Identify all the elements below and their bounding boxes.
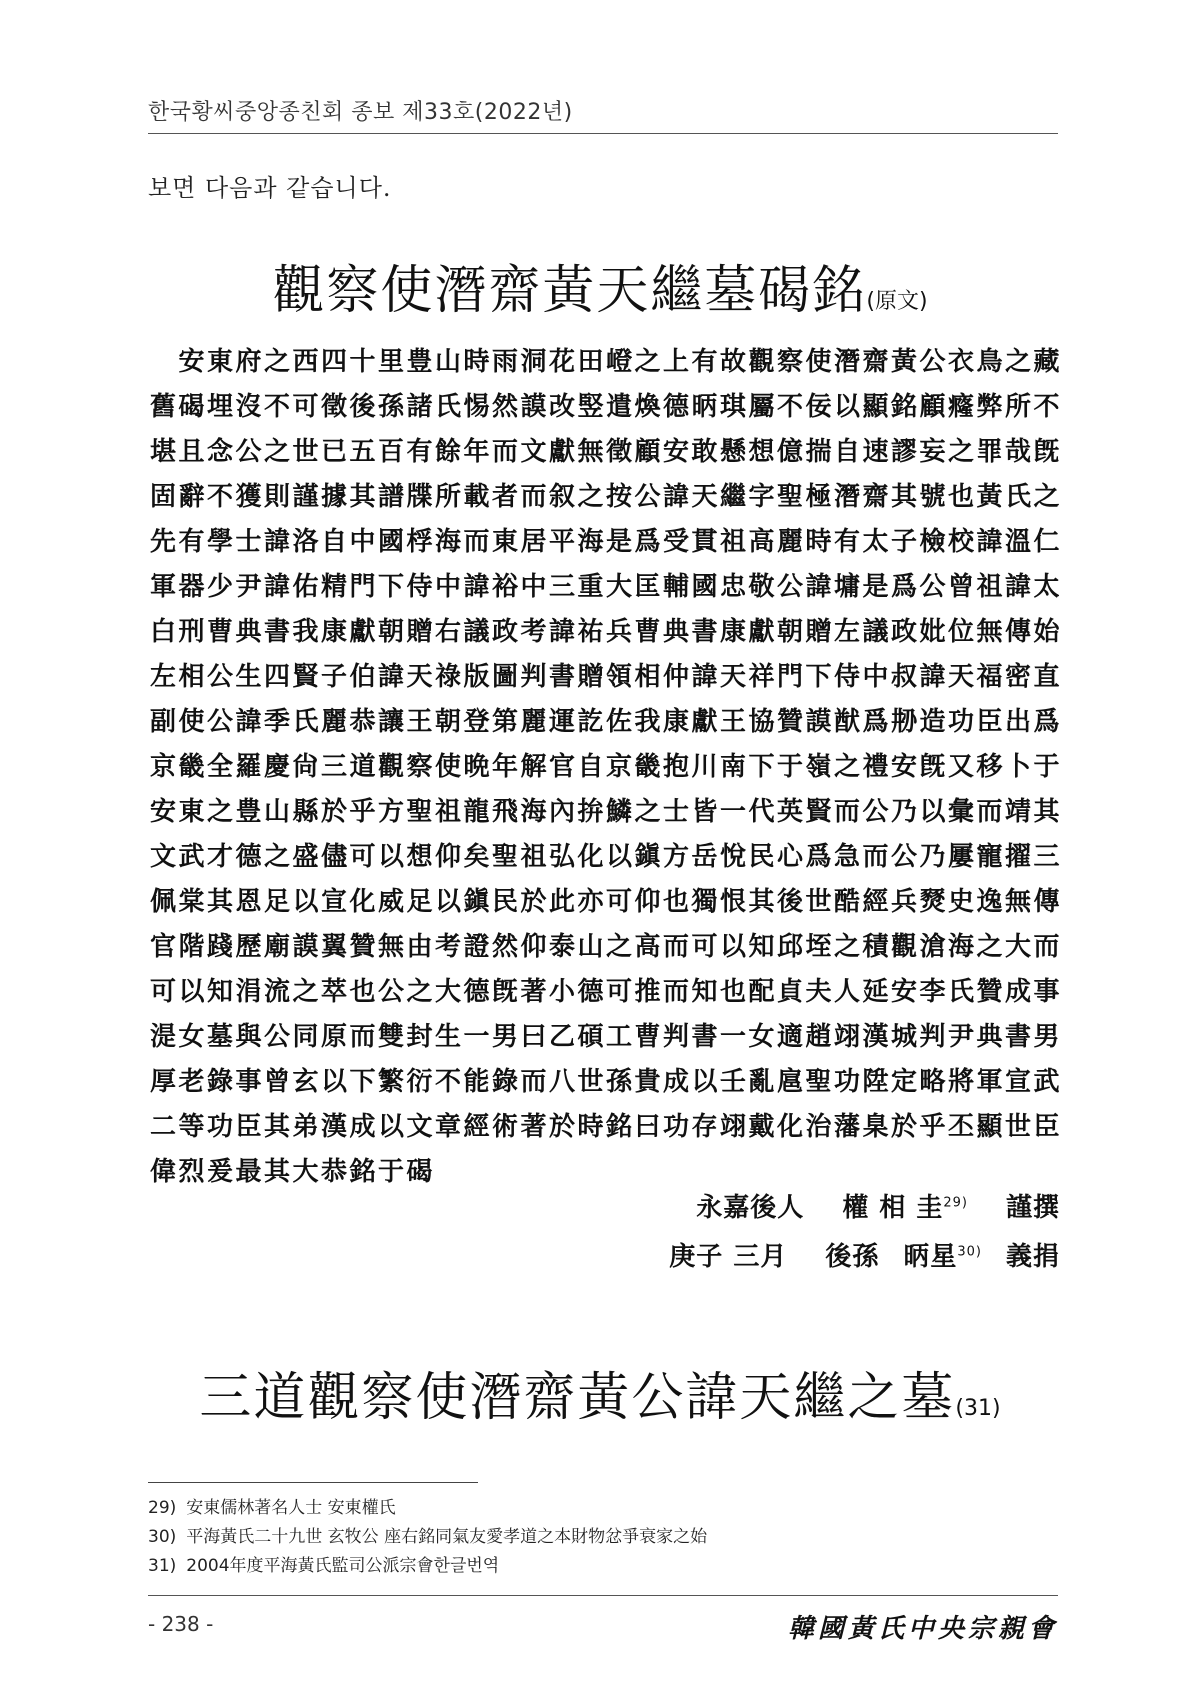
intro-text: 보면 다음과 같습니다. [148,174,392,202]
footnote-number: 30) [148,1527,177,1547]
epitaph-title [0,248,1200,323]
epitaph-title-note: (原文) [866,289,928,314]
epitaph-body-line: 左相公生四賢子伯諱天祿版圖判書贈領相仲諱天祥門下侍中叔諱天福密直 [150,662,1063,692]
footnote-ref-31: (31) [955,1396,1001,1421]
signature-author-name: 權 相 圭 [842,1193,944,1223]
epitaph-body-line: 舊碣埋沒不可徵後孫諸氏惕然謨改竪遣煥德昞琪屬不佞以顯銘顧癃弊所不 [150,392,1063,422]
footnote-item [148,1552,707,1581]
signature-author-action: 謹撰 [1005,1193,1060,1223]
epitaph-body-line: 湜女墓與公同原而雙封生一男曰乙碩工曹判書一女適趙翊漢城判尹典書男 [150,1022,1063,1052]
page-number: - 238 - [148,1612,214,1636]
epitaph-body-line: 副使公諱季氏麗恭讓王朝登第麗運訖佐我康獻王協贊謨猷爲刱造功臣出爲 [150,707,1063,737]
epitaph-body-line: 堪且念公之世已五百有餘年而文獻無徵顧安敢懸想億揣自速謬妄之罪哉旣 [150,437,1063,467]
epitaph-body-line: 白刑曹典書我康獻朝贈右議政考諱祐兵曹典書康獻朝贈左議政妣位無傳始 [150,617,1063,647]
tomb-inscription-main: 三道觀察使潛齋黃公諱天繼之墓 [199,1368,956,1428]
epitaph-body-line: 官階踐歷廟謨翼贊無由考證然仰泰山之高而可以知邱垤之積觀滄海之大而 [150,932,1063,962]
footnote-item [148,1494,707,1523]
signature-donor-action: 義捐 [1005,1242,1060,1272]
epitaph-body-line: 固辭不獲則謹據其譜牒所載者而叙之按公諱天繼字聖極潛齋其號也黃氏之 [150,482,1063,512]
signature-author-place: 永嘉後人 [696,1193,805,1223]
footnote-number: 31) [148,1556,177,1576]
epitaph-title-main: 觀察使潛齋黃天繼墓碣銘 [272,261,867,321]
signature-donor-date: 庚子 三月 [669,1242,788,1272]
footnote-text: 平海黃氏二十九世 玄牧公 座右銘同氣友愛孝道之本財物忿爭衰家之始 [186,1527,708,1547]
footnote-divider [148,1482,478,1483]
footer-divider [148,1595,1058,1596]
footnotes [148,1494,707,1581]
epitaph-body-line: 安東府之西四十里豊山時雨洞花田嶝之上有故觀察使潛齋黃公衣鳥之藏 [150,347,1063,377]
header-divider [148,133,1058,134]
footnote-item [148,1523,707,1552]
epitaph-body-line: 安東之豊山縣於乎方聖祖龍飛海內拚鱗之士皆一代英賢而公乃以彙而靖其 [150,797,1063,827]
epitaph-body-line: 軍器少尹諱佑精門下侍中諱裕中三重大匡輔國忠敬公諱墉是爲公曾祖諱太 [150,572,1063,602]
signature-donor-relation: 後孫 [825,1242,880,1272]
footnote-ref-30: 30) [957,1244,982,1260]
footnote-number: 29) [148,1498,177,1518]
epitaph-body-line: 文武才德之盛儘可以想仰矣聖祖弘化以鎭方岳悅民心爲急而公乃屢寵擢三 [150,842,1063,872]
signature-donor-name: 昞星 [903,1242,958,1272]
epitaph-body-line: 先有學士諱洛自中國桴海而東居平海是爲受貫祖高麗時有太子檢校諱溫仁 [150,527,1063,557]
running-header: 한국황씨중앙종친회 종보 제33호(2022년) [148,100,573,125]
signature-author [696,1187,1060,1224]
epitaph-body-line: 可以知涓流之萃也公之大德旣著小德可推而知也配貞夫人延安李氏贊成事 [150,977,1063,1007]
epitaph-body-line: 佩棠其恩足以宣化威足以鎭民於此亦可仰也獨恨其後世酷經兵燹史逸無傳 [150,887,1063,917]
epitaph-body-line: 厚老錄事曾玄以下繁衍不能錄而八世孫貴成以壬亂扈聖功陞定略將軍宣武 [150,1067,1063,1097]
epitaph-body [150,340,1063,1195]
footnote-ref-29: 29) [943,1195,968,1211]
epitaph-body-line: 偉烈爰最其大恭銘于碣 [150,1157,436,1187]
signature-donor [669,1236,1060,1273]
tomb-inscription-title [0,1355,1200,1430]
footer-organization-logo: 韓國黃氏中央宗親會 [787,1614,1058,1644]
epitaph-body-line: 二等功臣其弟漢成以文章經術著於時銘曰功存翊戴化治藩臬於乎丕顯世臣 [150,1112,1063,1142]
footnote-text: 安東儒林著名人士 安東權氏 [186,1498,396,1518]
footnote-text: 2004年度平海黃氏監司公派宗會한글번역 [186,1556,500,1576]
epitaph-body-line: 京畿全羅慶尙三道觀察使晩年解官自京畿抱川南下于嶺之禮安旣又移卜于 [150,752,1063,782]
